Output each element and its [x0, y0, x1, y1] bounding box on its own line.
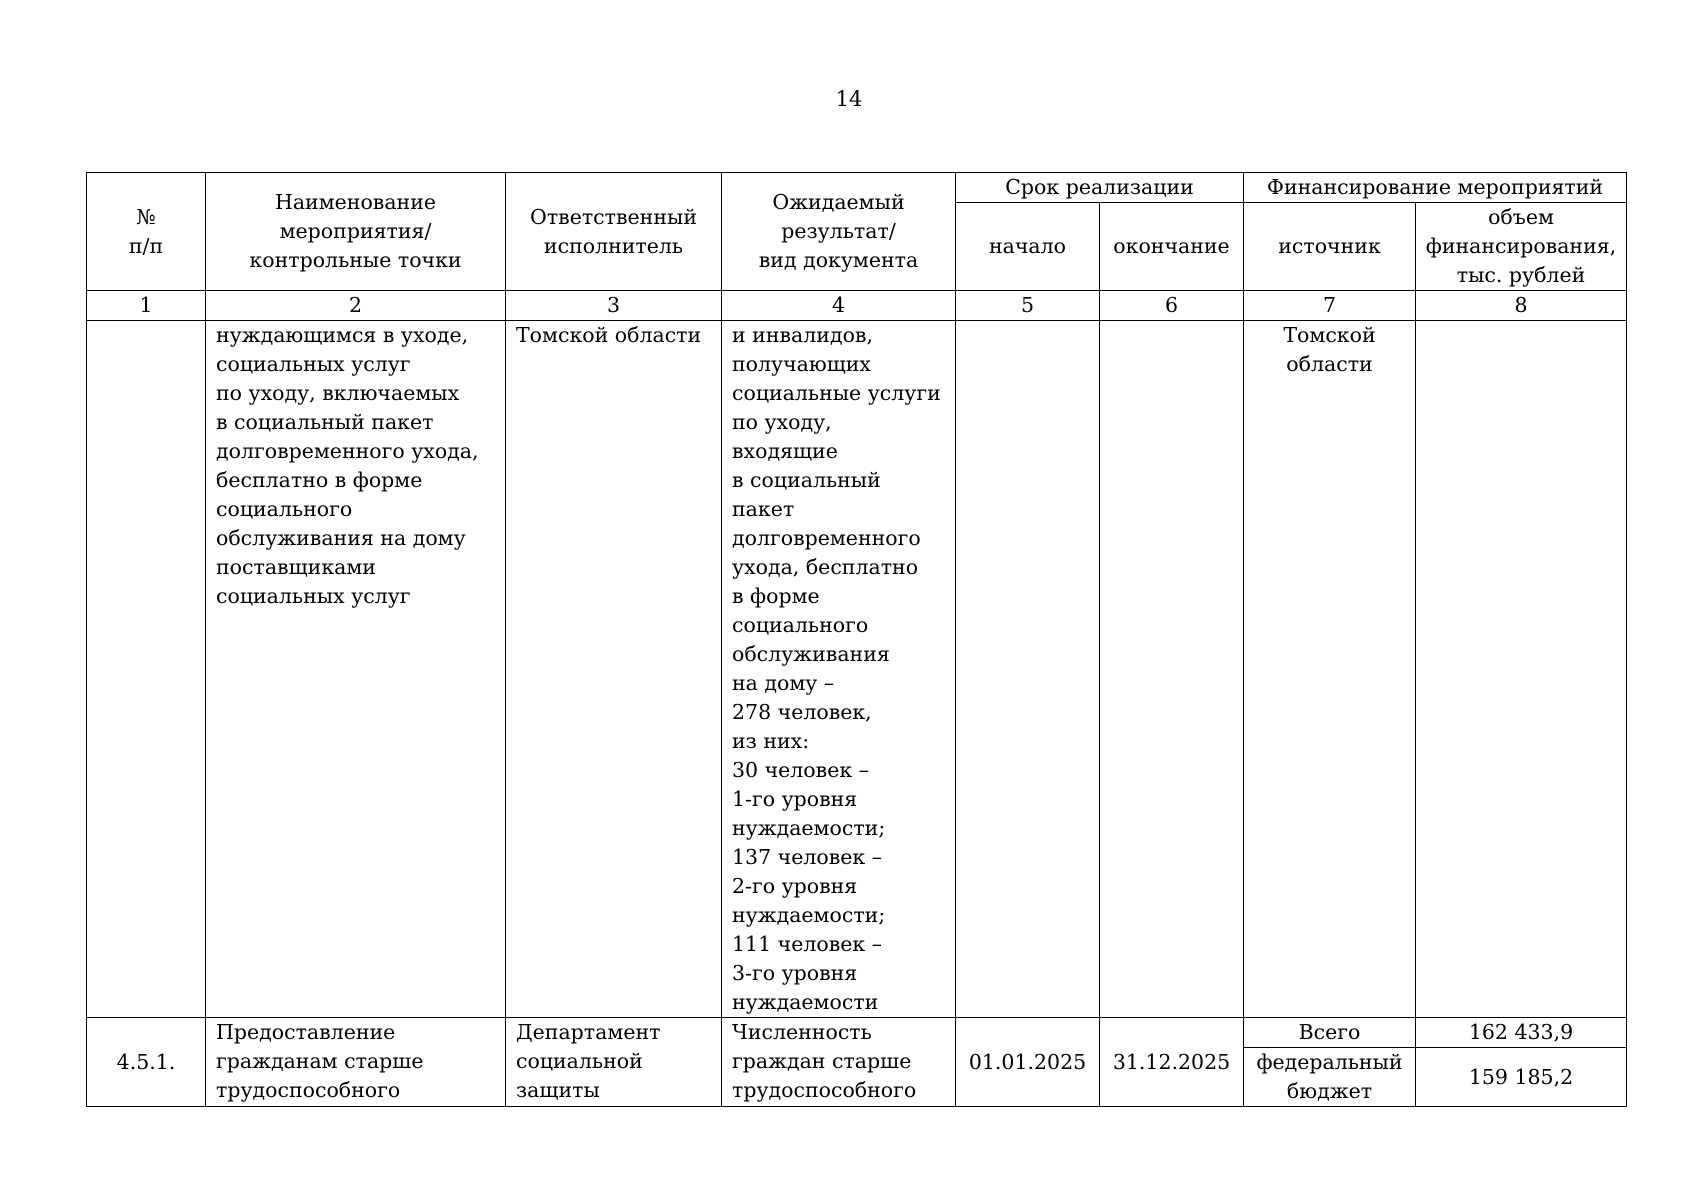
- continuation-result-line: на дому –: [732, 671, 835, 695]
- continuation-result-line: получающих: [732, 352, 871, 376]
- row-4-5-1-executor-line: защиты: [516, 1078, 600, 1102]
- continuation-result-cell: [722, 321, 956, 1018]
- column-numbers-row: [87, 291, 1627, 321]
- continuation-result-line: 278 человек,: [732, 700, 872, 724]
- row-4-5-1-start: 01.01.2025: [956, 1018, 1100, 1107]
- continuation-name-line: бесплатно в форме: [216, 468, 423, 492]
- continuation-result-line: обслуживания: [732, 642, 890, 666]
- header-name-line-3: контрольные точки: [249, 248, 462, 272]
- continuation-result-line: 30 человек –: [732, 758, 869, 782]
- continuation-result-line: пакет: [732, 497, 795, 521]
- continuation-result-line: нуждаемости;: [732, 903, 886, 927]
- continuation-volume-cell: [1416, 321, 1627, 1018]
- continuation-result-line: нуждаемости;: [732, 816, 886, 840]
- header-name-cell: [206, 173, 506, 291]
- continuation-result-line: в социальный: [732, 468, 881, 492]
- column-number-3: 3: [506, 291, 722, 321]
- header-row-1: [87, 173, 1627, 203]
- column-number-7: 7: [1244, 291, 1416, 321]
- row-4-5-1-name-line: трудоспособного: [216, 1078, 401, 1102]
- continuation-name-line: в социальный пакет: [216, 410, 434, 434]
- continuation-result-line: социального: [732, 613, 869, 637]
- financing-source-total: [1244, 1018, 1416, 1048]
- row-4-5-1-name-line: гражданам старше: [216, 1049, 424, 1073]
- financing-source-federal-line: федеральный: [1256, 1050, 1403, 1074]
- header-period-group: Срок реализации: [956, 173, 1244, 203]
- row-4-5-1-result-line: трудоспособного: [732, 1078, 917, 1102]
- row-4-5-1-end: 31.12.2025: [1100, 1018, 1244, 1107]
- header-end-cell: окончание: [1100, 203, 1244, 291]
- continuation-name-line: по уходу, включаемых: [216, 381, 460, 405]
- continuation-executor-line: Томской области: [516, 323, 702, 347]
- header-financing-group: Финансирование мероприятий: [1244, 173, 1627, 203]
- continuation-result-line: из них:: [732, 729, 810, 753]
- continuation-row: [87, 321, 1627, 1018]
- header-volume-line-1: объем: [1488, 205, 1554, 229]
- continuation-result-line: 3-го уровня: [732, 961, 858, 985]
- header-result-cell: [722, 173, 956, 291]
- row-4-5-1-number: 4.5.1.: [87, 1018, 206, 1107]
- continuation-result-line: 1-го уровня: [732, 787, 858, 811]
- continuation-name-line: долговременного ухода,: [216, 439, 479, 463]
- header-number-line-1: №: [136, 204, 156, 229]
- header-executor-line-1: Ответственный: [530, 204, 697, 229]
- continuation-name-cell: [206, 321, 506, 1018]
- continuation-result-line: 137 человек –: [732, 845, 882, 869]
- continuation-result-line: входящие: [732, 439, 838, 463]
- header-result-line-1: Ожидаемый: [772, 190, 905, 214]
- header-name-line-1: Наименование: [274, 190, 437, 214]
- column-number-5: 5: [956, 291, 1100, 321]
- continuation-result-line: по уходу,: [732, 410, 832, 434]
- continuation-start-cell: [956, 321, 1100, 1018]
- continuation-name-line: социального: [216, 497, 353, 521]
- row-4-5-1-total: [87, 1018, 1627, 1048]
- financing-source-total-line: Всего: [1298, 1020, 1361, 1044]
- row-4-5-1-executor-cell: [506, 1018, 722, 1107]
- continuation-result-line: 111 человек –: [732, 932, 882, 956]
- row-4-5-1-name-line: Предоставление: [216, 1020, 396, 1044]
- row-4-5-1-result-line: Численность: [732, 1020, 872, 1044]
- page-number: 14: [835, 87, 863, 111]
- continuation-result-line: долговременного: [732, 526, 921, 550]
- continuation-result-line: социальные услуги: [732, 381, 941, 405]
- continuation-source-cell: [1244, 321, 1416, 1018]
- header-number-cell: [87, 173, 206, 291]
- continuation-result-line: нуждаемости: [732, 990, 879, 1014]
- header-volume-line-3: тыс. рублей: [1456, 263, 1586, 287]
- header-executor-line-2: исполнитель: [543, 233, 684, 258]
- continuation-executor-cell: [506, 321, 722, 1018]
- column-number-8: 8: [1416, 291, 1627, 321]
- continuation-result-line: ухода, бесплатно: [732, 555, 919, 579]
- continuation-result-line: 2-го уровня: [732, 874, 858, 898]
- header-volume-line-2: финансирования,: [1425, 234, 1617, 258]
- column-number-1: 1: [87, 291, 206, 321]
- continuation-name-line: обслуживания на дому: [216, 526, 466, 550]
- financing-volume-federal: 159 185,2: [1416, 1048, 1627, 1107]
- row-4-5-1-executor-line: Департамент: [516, 1020, 661, 1044]
- continuation-name-line: нуждающимся в уходе,: [216, 323, 469, 347]
- column-number-6: 6: [1100, 291, 1244, 321]
- header-start-cell: начало: [956, 203, 1100, 291]
- column-number-2: 2: [206, 291, 506, 321]
- column-number-4: 4: [722, 291, 956, 321]
- continuation-name-line: социальных услуг: [216, 352, 411, 376]
- row-4-5-1-executor-line: социальной: [516, 1049, 643, 1073]
- row-4-5-1-result-cell: [722, 1018, 956, 1107]
- row-4-5-1-result-line: граждан старше: [732, 1049, 912, 1073]
- continuation-end-cell: [1100, 321, 1244, 1018]
- header-source-cell: источник: [1244, 203, 1416, 291]
- continuation-result-line: и инвалидов,: [732, 323, 873, 347]
- header-name-line-2: мероприятия/: [279, 219, 432, 243]
- financing-source-federal: [1244, 1048, 1416, 1107]
- header-result-line-3: вид документа: [758, 248, 919, 272]
- row-4-5-1-name-cell: [206, 1018, 506, 1107]
- activities-table: [86, 172, 1627, 1107]
- header-result-line-2: результат/: [781, 219, 896, 243]
- continuation-result-line: в форме: [732, 584, 820, 608]
- continuation-number-cell: [87, 321, 206, 1018]
- continuation-name-line: социальных услуг: [216, 584, 411, 608]
- header-number-line-2: п/п: [128, 233, 164, 258]
- continuation-name-line: поставщиками: [216, 555, 376, 579]
- header-executor-cell: [506, 173, 722, 291]
- continuation-source-line: Томской: [1283, 323, 1376, 347]
- header-volume-cell: [1416, 203, 1627, 291]
- financing-source-federal-line: бюджет: [1286, 1079, 1373, 1103]
- continuation-source-line: области: [1286, 352, 1373, 376]
- financing-volume-total: 162 433,9: [1416, 1018, 1627, 1048]
